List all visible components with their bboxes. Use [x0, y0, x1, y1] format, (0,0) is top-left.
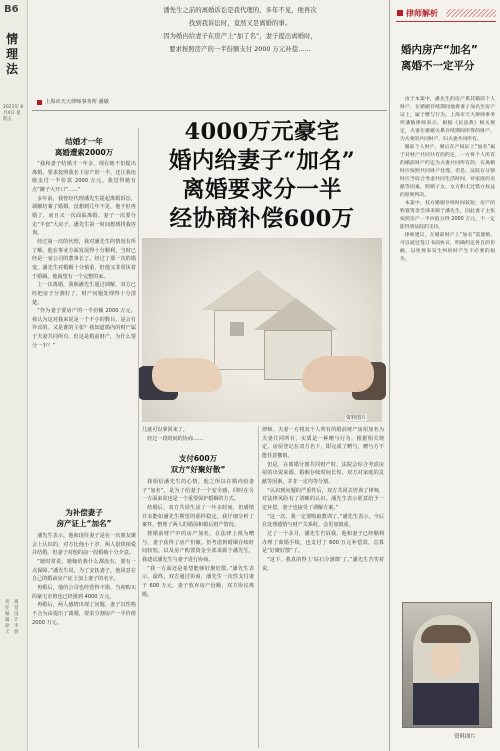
- decorative-stripe: [446, 9, 496, 17]
- column-divider: [258, 426, 259, 748]
- roof-shape: [254, 298, 338, 330]
- subhead-line: 离婚遭索2000万: [54, 148, 114, 157]
- portrait-hair: [421, 625, 471, 643]
- paragraph: 过了一个多月，潘先生告诉我，他和妻子已经顺利办理了离婚手续，也支付了 600 万元补偿款，总算是“好聚好散”了。: [262, 530, 384, 555]
- paragraph: 将婚前财产中的房产加名，在法律上视为赠与，妻子获得了房产份额。但考虑到婚姻存续时间较短，以及房产购置资金全部来源于潘先生，我建议潘先生与妻子进行协商。: [142, 530, 254, 563]
- subhead-line: 支付600万: [178, 454, 218, 463]
- section-title: 情理法: [6, 32, 19, 76]
- paragraph: “这下，我真的得上‘钻石分割课’了。”潘先生苦笑着说。: [262, 556, 384, 572]
- middle-right-body: [262, 426, 384, 573]
- subhead-2: [32, 507, 136, 529]
- author-name: 上海市天大律师事务所 潘敏: [45, 99, 109, 105]
- subhead-1: [32, 136, 136, 158]
- sidebar-section-label: 律师解析: [406, 9, 438, 18]
- paragraph: “这一次，我一定要吸取教训了。”潘先生表示，今后在处理感情与财产关系时，会更加慎重。: [262, 513, 384, 529]
- headline-line: 婚内给妻子“加名”: [168, 148, 356, 174]
- paragraph: 经过第一次的代理，我对潘先生的情况有所了解，他在事业方面发展得十分顺利，当时已经是一家公司的董事长了。经过了那一次的婚变，潘先生对婚姻十分慎重，但他又非常执着于婚姻，他渴望有一个完整的家。: [32, 238, 136, 280]
- headline-line: 经协商补偿600万: [169, 206, 355, 232]
- hand-shape: [152, 358, 222, 392]
- paragraph: 再婚后，两人感情出现了问题，妻子以性格不合为由提出了离婚，要求分割房产一半价值 2000 万元。: [32, 602, 136, 626]
- paragraph: 上一次离婚，我和潘先生通过调解，双方已经把房子分割好了，财产问题处理得十分清楚。: [32, 282, 136, 306]
- sidebar-header: [396, 7, 496, 22]
- author-marker-icon: [37, 100, 42, 105]
- paragraph: “认识到问题的严重性后，双方共同去咨询了律师，对法律风险有了清晰的认识。潘先生表示愿意给予一定补偿，妻子也接受了调解方案。”: [262, 487, 384, 511]
- paragraph: “我一方面还是希望能够好聚好散。”潘先生表示。最终，双方通过协商，潘先生一次性支付妻子 600 万元，妻子放弃房产份额，双方协议离婚。: [142, 565, 254, 598]
- paragraph: 结婚后，双方共同生活了一年多时间，但感情并未能如潘先生期望的那样稳定。我仔细分析了案件，整理了两人的婚前和婚后财产情况。: [142, 504, 254, 529]
- paragraph: 再婚后，他的公司也经营得不错，当初购买的豪宅市值也已经涨到 4000 万元。: [32, 584, 136, 600]
- sidebar-title: [401, 42, 495, 74]
- paragraph: “作为妻子要房产的一半份额 2000 万元，我认为这对我来说是一个不小的数目，是会有异议的。又是谁的主张？我知道婚内的财产属于夫妻共同所有，但这是婚前财产，为什么要分一半？”: [32, 308, 136, 349]
- headline-line: 4000万元豪宅: [184, 119, 340, 145]
- intro-line: 找到我诉讼时，竟然又是离婚的事。: [188, 19, 292, 27]
- sidebar-image-credit: 资料图片: [454, 734, 477, 740]
- sidebar-title-line: 离婚不一定平分: [401, 60, 475, 72]
- paragraph: 律师。夫妻一方将其个人所有的婚前财产房屋加名为夫妻共同所有，实质是一种赠与行为。根据相关规定，房屋登记在双方名下，即完成了赠与，赠与方不能任意撤销。: [262, 427, 384, 459]
- house-hands-photo: [142, 238, 382, 422]
- editor-credit: 责任编辑 徐天: [5, 600, 10, 635]
- section-marker-icon: [397, 10, 403, 16]
- paragraph: 经过一段时间的协商……: [147, 435, 204, 442]
- sidebar-title-line: 婚内房产“加名”: [401, 44, 478, 56]
- paragraph: 本案中，双方婚姻存续时间较短，房产的购置资金全部来源于潘先生，因此妻子主张按照房产一半价值分得 2000 万元，不一定能得到法院的支持。: [400, 201, 495, 230]
- window-shape: [230, 322, 244, 336]
- design-credit: 视觉设计 李晨: [14, 600, 19, 635]
- paragraph: “她时常说，她嫁给我什么都没有，要有一点保障。”潘先生说，为了安抚妻子，他同意在自己的婚前房产证上加上妻子的名字。: [32, 558, 136, 583]
- intro-lead: [110, 4, 370, 56]
- paragraph: “我和妻子结婚才一年多，现在她不但提出离婚，要求按照我名下房产的一半，还让我给她支付一半价款 2000 万元。我觉得她有点“狮子大开口”……”: [32, 161, 136, 193]
- paragraph: 我相信潘先生的心情，他之所以在婚内给妻子“加名”，是为了给妻子一个安全感，同时在另一方面来说也是一个重要保护婚姻的方式。: [142, 479, 254, 503]
- middle-body-1: [142, 426, 254, 443]
- subhead-line: 为补偿妻子: [65, 508, 103, 517]
- paragraph: 但是，在离婚分割共同财产时，法院会综合考虑房屋的出资来源、婚姻存续时间长短、双方对家庭的贡献等因素，并非一定均等分割。: [262, 461, 384, 485]
- issue-date: 2021年 6月4日 星期五: [3, 105, 24, 122]
- paragraph: 多年前，我曾经代理潘先生提起离婚诉讼，调解结案了婚姻。没想到几年不见，他不但再婚了，而且又一次面临离婚。妻子一次要分走“半套”大房子，潘先生第一时间想到找我咨询。: [32, 195, 136, 237]
- paragraph: 婚前个人财产，婚后在产权证上“加名”属于对财产共同共有的约定，一方将个人所有的婚前财产约定为夫妻共同所有的，在离婚时应按照共同财产处理。但是，法院在分割时应当综合考虑共同生活时间、对家庭的贡献等因素，照顾子女、女方和无过错方权益的原则判决。: [400, 145, 495, 198]
- image-credit: 资料图片: [346, 415, 367, 421]
- paragraph: 由于本案中，潘先生的房产系其婚前个人财产，在婚姻存续期间他将妻子加名至房产证上，属于赠与行为。上海市天大律师事务所潘敏律师表示，根据《民法典》相关规定，夫妻在婚姻关系存续期间所得的财产，为夫妻的共同财产，归夫妻共同所有。: [400, 97, 495, 142]
- middle-body-2: [142, 478, 254, 599]
- left-body-1: [32, 160, 136, 350]
- portrait-suit: [413, 683, 479, 725]
- subhead-line: 房产证上“加名”: [56, 519, 112, 528]
- column-divider: [138, 128, 139, 748]
- lawyer-portrait-photo: [402, 602, 492, 728]
- page-code: B6: [4, 4, 19, 15]
- left-body-2: [32, 532, 136, 627]
- paragraph: 律师建议，在婚前财产上“加名”需谨慎，可以通过签订书面协议，明确约定各自的份额，以免将来发生纠纷时产生不必要的损失。: [400, 233, 495, 262]
- author-bar: [32, 96, 387, 111]
- column-divider: [389, 0, 390, 751]
- hand-shape: [302, 356, 374, 392]
- intro-line: 因为婚内给妻子在房产上“加了名”，妻子提出离婚时，: [163, 32, 317, 40]
- headline: [142, 118, 382, 234]
- sidebar-body: [400, 96, 495, 264]
- paragraph: 潘先生表示，他和现任妻子是在一次朋友聚会上认识的，对方比他小十岁，两人很快相爱并结婚。但妻子对他的前一段婚姻十分介意。: [32, 533, 136, 557]
- portrait-face: [431, 643, 461, 677]
- subhead-line: 双方“好聚好散”: [170, 465, 226, 474]
- intro-line: 潘先生之前的离婚诉讼是我代理的，多年不见，他再次: [163, 6, 317, 14]
- subhead-3: [142, 453, 254, 475]
- intro-line: 要求按照房产的一半份额支付 2000 万元补偿……: [169, 45, 311, 53]
- headline-line: 离婚要求分一半: [182, 177, 342, 203]
- page-margin: [0, 0, 28, 751]
- subhead-line: 结婚才一年: [65, 137, 103, 146]
- paragraph: 儿就可以拿回来了。: [142, 427, 188, 433]
